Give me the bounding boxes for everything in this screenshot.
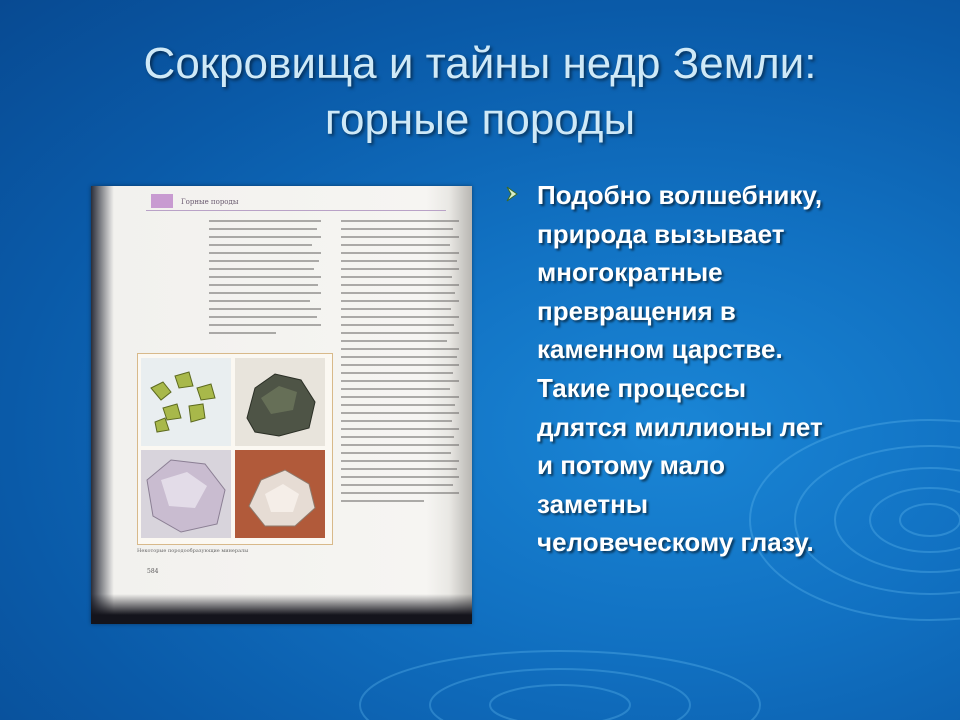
mineral-photo-3 [141, 450, 231, 538]
mineral-grid-caption: Некоторые породообразующие минералы [137, 548, 249, 554]
bullet-line: заметны [537, 488, 649, 519]
text-column-right [341, 220, 459, 600]
mineral-photo-grid [137, 353, 333, 545]
bullet-text [537, 176, 907, 562]
bullet-line: многократные [537, 257, 723, 288]
bullet-line: Подобно волшебнику, [537, 180, 823, 210]
bullet-line: природа вызывает [537, 218, 785, 249]
mineral-photo-4 [235, 450, 325, 538]
page-header-badge [151, 194, 173, 208]
mineral-photo-1 [141, 358, 231, 446]
bullet-line: человеческому глазу. [537, 527, 814, 558]
slide-title-line-1: Сокровища и тайны недр Земли: [143, 39, 817, 88]
page-bottom-shadow [91, 594, 472, 624]
slide-title-line-2: горные породы [324, 95, 636, 144]
bullet-line: Такие процессы [537, 372, 747, 403]
text-column-left [209, 220, 321, 350]
mineral-photo-2 [235, 358, 325, 446]
page-number: 584 [147, 568, 159, 575]
bullet-line: и потому мало [537, 450, 726, 481]
bullet-line: длятся миллионы лет [537, 411, 823, 442]
bullet-line: превращения в [537, 295, 736, 326]
page-running-head: Горные породы [181, 198, 239, 206]
slide-title [0, 36, 960, 148]
textbook-page-photo [91, 186, 472, 624]
arrow-bullet-icon [505, 184, 521, 204]
bullet-line: каменном царстве. [537, 334, 783, 365]
